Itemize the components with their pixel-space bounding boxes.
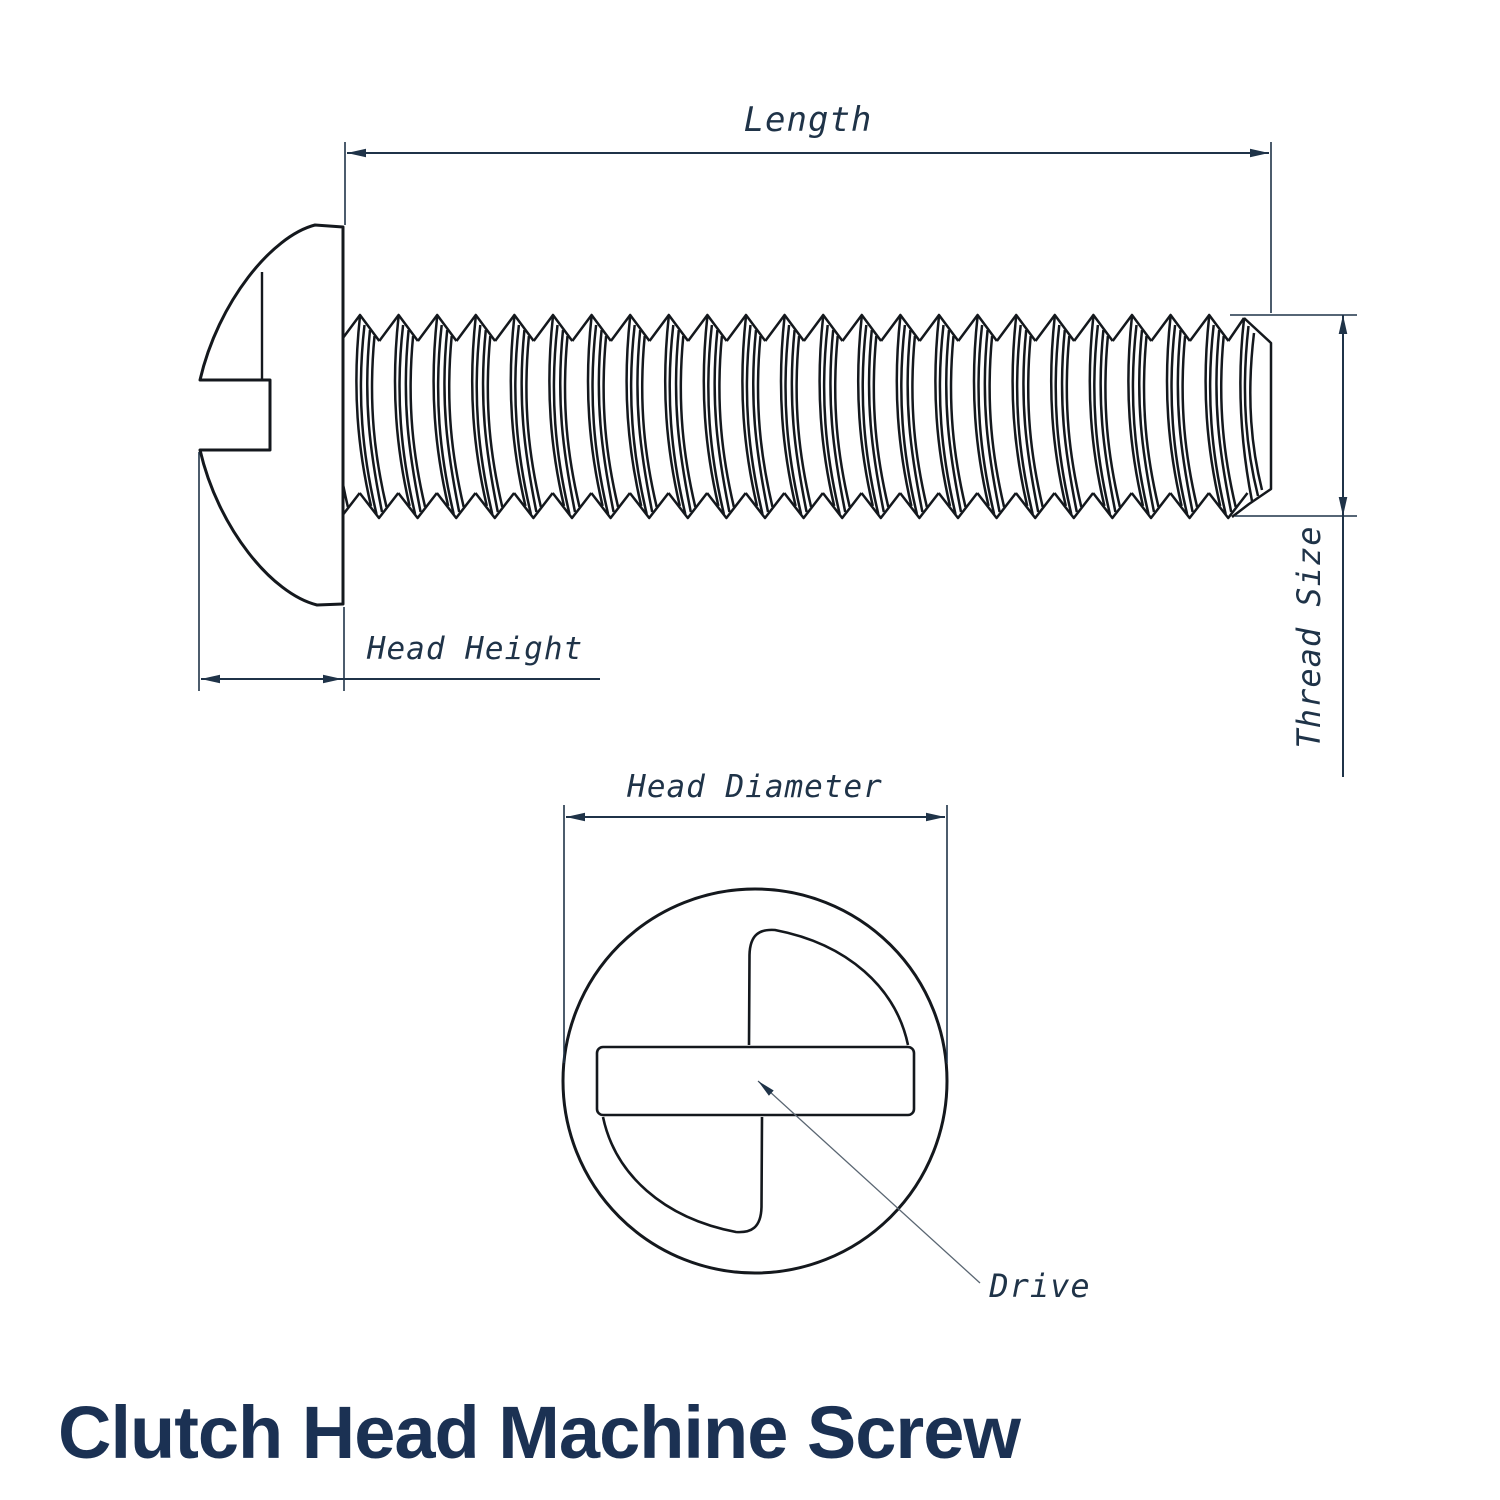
arrow-left-icon [347, 149, 366, 158]
length-dimension [345, 142, 1271, 313]
drive-leader [758, 1081, 980, 1283]
thread-size-label: Thread Size [1290, 525, 1328, 749]
drive-wing-lower [603, 1117, 762, 1232]
screw-head-outline [200, 225, 343, 605]
threaded-shaft [302, 315, 1271, 518]
arrow-up-icon [1339, 315, 1348, 334]
drive-leader-line [758, 1081, 980, 1283]
drive-wing-upper [749, 930, 908, 1045]
head-circle [563, 889, 947, 1273]
page-title: Clutch Head Machine Screw [58, 1391, 1020, 1474]
drive-label: Drive [989, 1267, 1091, 1305]
screw-side-view [200, 225, 1271, 605]
arrow-down-icon [1339, 497, 1348, 516]
drive-slot [597, 1047, 914, 1115]
length-label: Length [743, 100, 873, 140]
arrow-right-icon [323, 675, 342, 684]
arrow-right-icon [1250, 149, 1269, 158]
arrow-left-icon [201, 675, 220, 684]
head-diameter-label: Head Diameter [627, 769, 883, 805]
screw-top-view [563, 889, 947, 1273]
arrow-left-icon [566, 813, 585, 822]
screw-tip [1228, 318, 1271, 517]
arrow-right-icon [926, 813, 945, 822]
head-height-label: Head Height [366, 631, 584, 667]
